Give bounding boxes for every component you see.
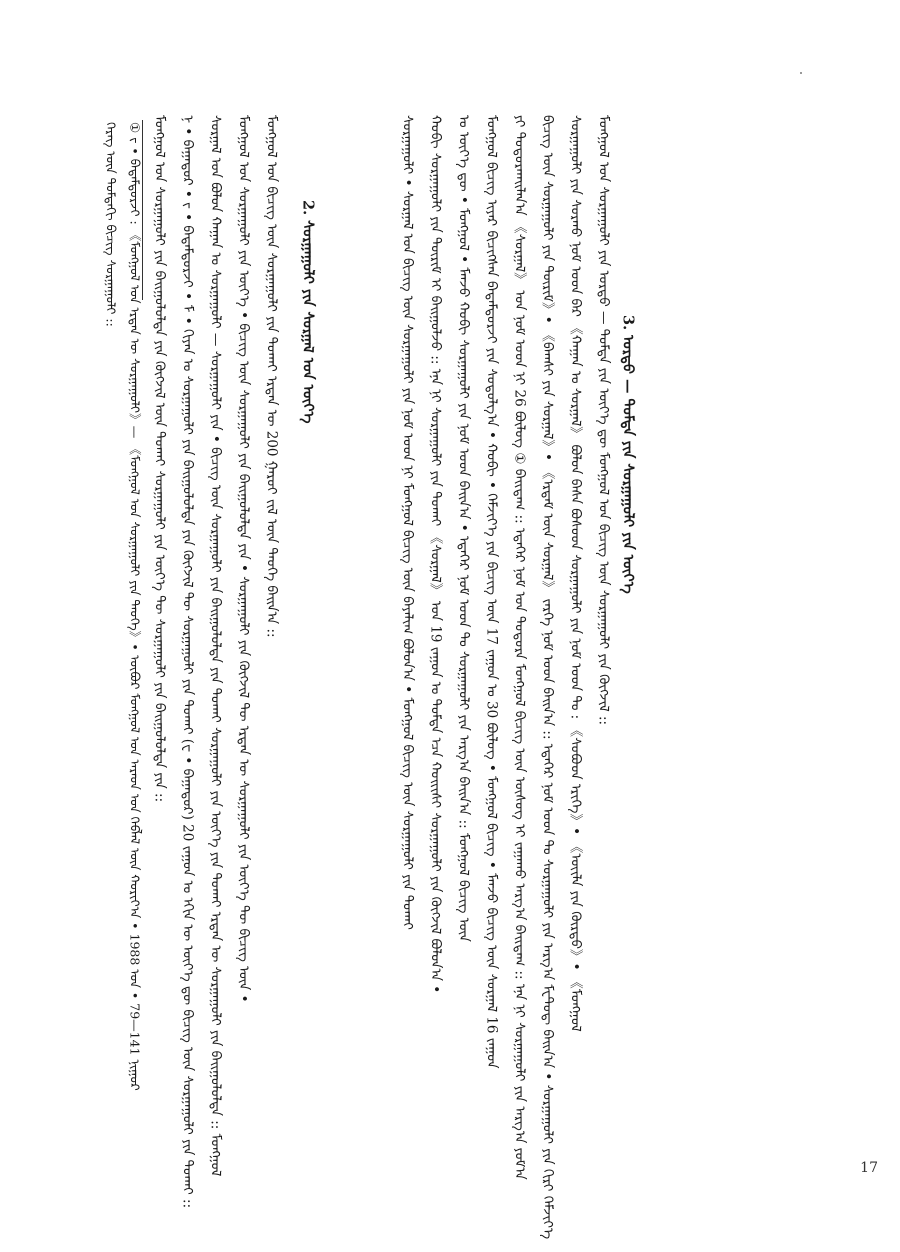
corner-mark [800, 72, 802, 74]
body-line: ᠶᠢ ᠲᠣᠳᠣᠷᠬᠠᠢᠯᠠᠨ᠎ᠠ 《ᠰᠤᠷᠭᠠᠯ》 ᠤᠨ ᠨᠣᠮ ᠤᠳ ᠨᠢ 26 ᠪᠦᠯᠦᠭ ① ᠪᠠᠢᠳᠠᠭ :: ᠡᠳᠡᠭᠡᠷ ᠨᠣᠮ ᠤᠨ ᠳᠣᠲᠣᠷᠠ ᠮᠣᠩᠭᠣᠯ ᠪᠢᠴᠢᠭ ᠦᠨ ᠦᠰᠦᠭ ᠢ ᠵᠠᠭᠠᠬᠤ ᠠᠷᠭ᠎ᠠ ᠪᠠᠢᠳᠠᠭ :: ᠡᠨᠡ ᠨᠢ ᠰᠤᠷᠭᠠᠭᠤᠯᠢ ᠶᠢᠨ ᠠᠷᠭ᠎ᠠ ᠶᠤᠮ᠎ᠠ [511, 115, 528, 1180]
body-line: ᠬᠤᠪᠢ ᠰᠤᠷᠭᠠᠭᠤᠯᠢ ᠶᠢᠨ ᠳᠦᠷᠢᠮ ᠢ ᠪᠠᠢᠭᠤᠯᠵᠤ :: ᠡᠨᠡ ᠨᠢ ᠰᠤᠷᠭᠠᠭᠤᠯᠢ ᠶᠢᠨ ᠲᠤᠬᠠᠢ 《ᠰᠤᠷᠭᠠᠯ》 ᠤᠨ 19 ᠵᠠᠭᠤᠨ ᠤ ᠳᠤᠮᠳᠠ ᠡᠴᠡ ᠬᠣᠢᠢᠰᠢ ᠰᠤᠷᠭᠠᠭᠤᠯᠢ ᠶᠢᠨ ᠬᠥᠭᠵᠢᠯ ᠪᠣᠯᠤᠨ᠎ᠠ • [427, 115, 444, 994]
footnote-text [104, 122, 117, 1202]
footnote-body: ᠬᠡᠷᠡᠭ ᠦᠨ ᠳᠤᠮᠳᠠᠬᠢ ᠪᠢᠴᠢᠭ ᠰᠤᠷᠭᠠᠭᠤᠯᠢ :: [103, 122, 119, 327]
section-heading: 2. ᠰᠤᠷᠭᠠᠭᠤᠯᠢ ᠶᠢᠨ ᠰᠤᠷᠭᠠᠯ ᠤᠨ ᠦᠶ᠎ᠡ [299, 200, 317, 424]
section-heading: 3. ᠤᠷᠲᠤ — ᠳᠤᠮᠳᠠ ᠶᠢᠨ ᠰᠤᠷᠭᠠᠭᠤᠯᠢ ᠶᠢᠨ ᠦᠶ᠎ᠡ [619, 315, 637, 594]
footnote-body: ᠵ • ᠪᠠᠳᠠᠮᠳᠣᠷᠵᠢ : 《ᠮᠣᠩᠭᠣᠯ ᠤᠨ ᠡᠷᠲᠡᠨ ᠦ ᠰᠤᠷᠭᠠᠭᠤᠯᠢ》— 《ᠮᠣᠩᠭᠣᠯ ᠤᠨ ᠰᠤᠷᠭᠠᠭᠤᠯᠢ ᠶᠢᠨ ᠲᠡᠦᠬᠡ》• ᠦᠪᠦᠷ ᠮᠣᠩᠭᠣᠯ ᠤᠨ ᠠᠷᠠᠳ ᠤᠨ ᠬᠡᠪᠯᠡᠯ ᠦᠨ ᠬᠣᠷᠢᠶ᠎ᠠ • 1988 ᠣᠨ • 79—141 ᠨᠢᠭᠤᠷ [127, 137, 143, 1091]
body-line: ᠪᠢᠴᠢᠭ ᠦᠨ ᠰᠤᠷᠭᠠᠭᠤᠯᠢ ᠶᠢᠨ ᠳᠦᠷᠢᠮ》• 《ᠪᠠᠭᠰᠢ ᠶᠢᠨ ᠰᠤᠷᠭᠠᠯ》• 《ᠡᠷᠳᠡᠮ ᠦᠨ ᠰᠤᠷᠭᠠᠯ》 ᠵᠡᠷᠭᠡ ᠨᠣᠮ ᠤᠳ ᠪᠠᠢᠨ᠎ᠠ :: ᠡᠳᠡᠭᠡᠷ ᠨᠣᠮ ᠤᠳ ᠲᠤ ᠰᠤᠷᠭᠠᠭᠤᠯᠢ ᠶᠢᠨ ᠠᠷᠭ᠎ᠠ ᠮᠧᠲ᠋ᠣᠳ᠋ ᠪᠠᠢᠨ᠎ᠠ • ᠰᠤᠷᠭᠠᠭᠤᠯᠢ ᠶᠢᠨ ᠬᠢᠷᠢ ᠬᠡᠮᠵᠢᠶ᠎ᠡ [539, 115, 556, 1240]
body-line: ᠮᠣᠩᠭᠣᠯ ᠤᠨ ᠪᠢᠴᠢᠭ ᠦᠨ ᠰᠤᠷᠭᠠᠭᠤᠯᠢ ᠶᠢᠨ ᠲᠤᠬᠠᠢ ᠡᠷᠲᠡᠨ ᠦ 200 ᠭᠠᠷᠤᠢ ᠵᠢᠯ ᠦᠨ ᠲᠡᠦᠬᠡ ᠪᠠᠢᠨ᠎ᠠ :: [263, 115, 280, 638]
footnote-text [128, 122, 141, 1202]
body-line: ᠮᠣᠩᠭᠣᠯ ᠤᠨ ᠰᠤᠷᠭᠠᠭᠤᠯᠢ ᠶᠢᠨ ᠤᠷᠲᠤ — ᠳᠤᠮᠳᠠ ᠶᠢᠨ ᠦᠶ᠎ᠡ ᠳᠦ ᠮᠣᠩᠭᠣᠯ ᠤᠨ ᠪᠢᠴᠢᠭ ᠦᠨ ᠰᠤᠷᠭᠠᠭᠤᠯᠢ ᠶᠢᠨ ᠬᠥᠭᠵᠢᠯ :: [595, 115, 612, 726]
body-line: ᠨ • ᠪᠠᠭᠠᠲᠤᠷ • ᠵ • ᠪᠠᠳᠠᠮᠳᠣᠷᠵᠢ • ᠮ • ᠬᠢᠶᠠᠨ ᠤ ᠰᠤᠷᠭᠠᠭᠤᠯᠢ ᠶᠢᠨ ᠪᠠᠢᠭᠤᠯᠤᠯᠲᠠ ᠶᠢᠨ ᠬᠥᠭᠵᠢᠯ ᠲᠦ ᠰᠤᠷᠭᠠᠭᠤᠯᠢ ᠶᠢᠨ ᠲᠤᠬᠠᠢ (ᠸ • ᠪᠠᠭᠠᠲᠤᠷ) 20 ᠵᠠᠭᠤᠨ ᠤ ᠡᠬᠢᠨ ᠦ ᠦᠶ᠎ᠡ ᠳᠦ ᠪᠢᠴᠢᠭ ᠦᠨ ᠰᠤᠷᠭᠠᠭᠤᠯᠢ ᠶᠢᠨ ᠲᠤᠬᠠᠢ :: [179, 115, 196, 1209]
body-line: ᠰᠤᠷᠭᠠᠭᠤᠯᠢ ᠶᠢᠨ ᠰᠤᠷᠬᠤ ᠨᠣᠮ ᠤᠳ ᠪᠡᠷ 《ᠬᠠᠭᠠᠨ ᠤ ᠰᠤᠷᠭᠠᠯ》 ᠪᠣᠯᠤᠨ ᠪᠠᠰᠠ ᠪᠣᠰᠤᠳ ᠰᠤᠷᠭᠠᠭᠤᠯᠢ ᠶᠢᠨ ᠨᠣᠮ ᠤᠳ ᠲᠤ : 《ᠰᠤᠪᠤᠳ ᠡᠷᠢᠬᠡ》• 《ᠦᠢᠯᠡ ᠶᠢᠨ ᠬᠦᠷᠳᠦ》• 《ᠮᠣᠩᠭᠣᠯ [567, 115, 584, 1032]
body-line: ᠮᠣᠩᠭᠣᠯ ᠤᠨ ᠰᠤᠷᠭᠠᠭᠤᠯᠢ ᠶᠢᠨ ᠪᠠᠢᠭᠤᠯᠤᠯᠲᠠ ᠶᠢᠨ ᠬᠥᠭᠵᠢᠯ ᠦᠨ ᠲᠤᠬᠠᠢ ᠰᠤᠷᠭᠠᠭᠤᠯᠢ ᠶᠢᠨ ᠦᠶ᠎ᠡ ᠲᠦ ᠰᠤᠷᠭᠠᠭᠤᠯᠢ ᠶᠢᠨ ᠪᠠᠢᠭᠤᠯᠤᠯᠲᠠ ᠶᠢᠨ :: [151, 115, 168, 803]
body-line: ᠮᠣᠩᠭᠣᠯ ᠤᠨ ᠰᠤᠷᠭᠠᠭᠤᠯᠢ ᠶᠢᠨ ᠦᠶ᠎ᠡ • ᠪᠢᠴᠢᠭ ᠦᠨ ᠰᠤᠷᠭᠠᠭᠤᠯᠢ ᠶᠢᠨ ᠪᠠᠢᠭᠤᠯᠤᠯᠲᠠ ᠶᠢᠨ • ᠰᠤᠷᠭᠠᠭᠤᠯᠢ ᠶᠢᠨ ᠬᠥᠭᠵᠢᠯ ᠲᠦ ᠡᠷᠲᠡᠨ ᠦ ᠰᠤᠷᠭᠠᠭᠤᠯᠢ ᠶᠢᠨ ᠦᠶ᠎ᠡ ᠲᠦ ᠪᠢᠴᠢᠭ ᠦᠨ • [235, 115, 252, 1003]
footnote-marker: ① [127, 122, 143, 134]
body-line: ᠤ ᠦᠶ᠎ᠡ ᠳᠦ • ᠮᠣᠩᠭᠣᠯ • ᠮᠠᠨᠵᠤ ᠬᠤᠪᠢ ᠰᠤᠷᠭᠠᠭᠤᠯᠢ ᠶᠢᠨ ᠨᠣᠮ ᠤᠳ ᠪᠠᠢᠨ᠎ᠠ • ᠡᠳᠡᠭᠡᠷ ᠨᠣᠮ ᠤᠳ ᠲᠤ ᠰᠤᠷᠭᠠᠭᠤᠯᠢ ᠶᠢᠨ ᠠᠷᠭ᠎ᠠ ᠪᠠᠢᠨ᠎ᠠ :: ᠮᠣᠩᠭᠣᠯ ᠪᠢᠴᠢᠭ ᠦᠨ [455, 115, 472, 942]
body-line: ᠰᠤᠷᠭᠠᠭᠤᠯᠢ • ᠰᠤᠷᠭᠠᠯ ᠤᠨ ᠪᠢᠴᠢᠭ ᠦᠨ ᠰᠤᠷᠭᠠᠭᠤᠯᠢ ᠶᠢᠨ ᠨᠣᠮ ᠤᠳ ᠨᠢ ᠮᠣᠩᠭᠣᠯ ᠪᠢᠴᠢᠭ ᠦᠨ ᠪᠠᠶᠠᠯᠢᠭ ᠪᠣᠯᠤᠨ᠎ᠠ • ᠮᠣᠩᠭᠣᠯ ᠪᠢᠴᠢᠭ ᠦᠨ ᠰᠤᠷᠭᠠᠭᠤᠯᠢ ᠶᠢᠨ ᠲᠤᠬᠠᠢ [399, 115, 416, 930]
page-number: 17 [860, 1160, 878, 1176]
body-line: ᠮᠣᠩᠭᠣᠯ ᠪᠢᠴᠢᠭ ᠢᠶᠡᠷ ᠪᠢᠴᠢᠭᠰᠡᠨ ᠪᠠᠳᠠᠮᠳᠣᠷᠵᠢ ᠶᠢᠨ ᠰᠤᠳᠤᠯᠭ᠎ᠠ • ᠬᠤᠪᠢ • ᠬᠡᠮᠵᠢᠶ᠎ᠡ ᠶᠢᠨ ᠪᠢᠴᠢᠭ ᠦᠨ 17 ᠵᠠᠭᠤᠨ ᠤ 30 ᠪᠦᠯᠦᠭ • ᠮᠣᠩᠭᠣᠯ ᠪᠢᠴᠢᠭ • ᠮᠠᠨᠵᠤ ᠪᠢᠴᠢᠭ ᠦᠨ ᠰᠤᠷᠭᠠᠯ 16 ᠵᠠᠭᠤᠨ [483, 115, 500, 1069]
body-line: ᠰᠤᠷᠭᠠᠯ ᠤᠨ ᠪᠣᠯᠤᠨ ᠬᠠᠭᠠᠨ ᠤ ᠰᠤᠷᠭᠠᠭᠤᠯᠢ — ᠰᠤᠷᠭᠠᠭᠤᠯᠢ ᠶᠢᠨ • ᠪᠢᠴᠢᠭ ᠦᠨ ᠰᠤᠷᠭᠠᠭᠤᠯᠢ ᠶᠢᠨ ᠪᠠᠢᠭᠤᠯᠤᠯᠲᠠ ᠶᠢᠨ ᠲᠤᠬᠠᠢ ᠰᠤᠷᠭᠠᠭᠤᠯᠢ ᠶᠢᠨ ᠦᠶ᠎ᠡ ᠶᠢᠨ ᠲᠤᠬᠠᠢ ᠡᠷᠲᠡᠨ ᠦ ᠰᠤᠷᠭᠠᠭᠤᠯᠢ ᠶᠢᠨ ᠪᠠᠢᠭᠤᠯᠤᠯᠲᠠ :: ᠮᠣᠩᠭᠣᠯ [207, 115, 224, 1177]
footnote-divider [142, 120, 143, 300]
